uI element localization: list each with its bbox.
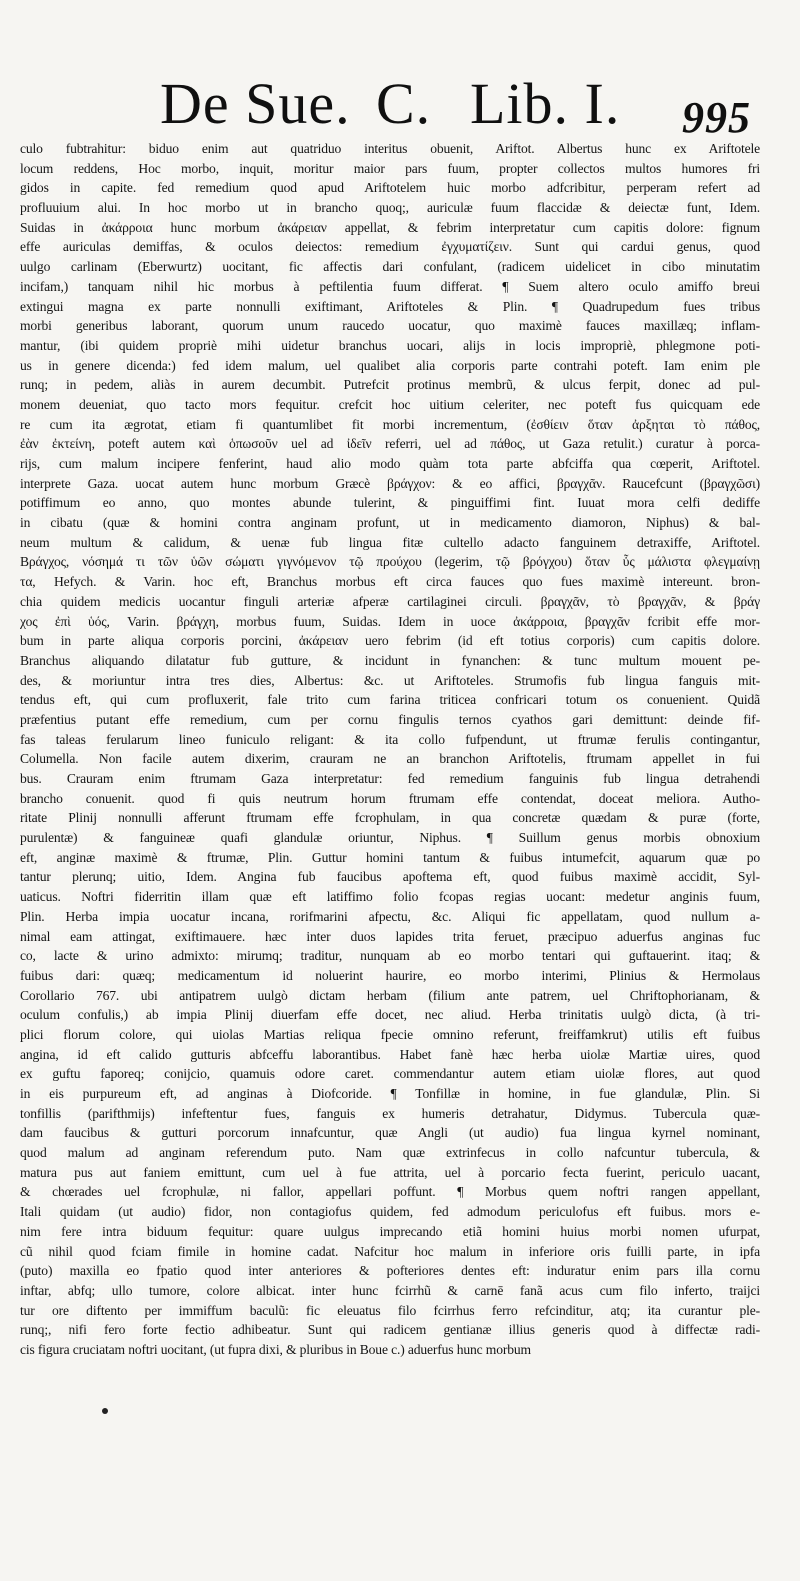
- text-line: inftar, abfq; ullo tumore, colore albicat. inter hunc fcirrhũ & carnē fanã acus cum filo inferto, traijci: [20, 1282, 760, 1298]
- text-line: dam faucibus & gutturi porcorum innafcuntur, quæ Angli (ut audio) fua lingua kyrnel nominant,: [20, 1125, 760, 1141]
- text-line: incifam,) tanquam nihil hic morbus à peftilentia fuum differat. ¶ Suem altero oculo amiffo breui: [20, 278, 760, 294]
- text-line: profluuium alui. In hoc morbo ut in brancho quoq;, auriculæ fuum flaccidæ & deiectæ funt, Idem.: [20, 200, 760, 216]
- text-line: interprete Gaza. uocat autem hunc morbum Græcè βράγχον: & eo affici, βραγχᾶν. Raucefcunt (βραγχῶσι): [20, 475, 760, 491]
- text-line: effe auriculas demiffas, & oculos deiectos: remedium ἐγχυματίζειν. Sunt qui cardui genus, quod: [20, 239, 760, 255]
- text-line: chia quidem medicis uocantur finguli arteriæ afperæ cartilaginei circuli. βραγχᾶν, τὸ βραγχᾶν, & βράγ: [20, 593, 760, 609]
- text-line: quod malum ad anginam referendum puto. Nam quæ extrinfecus in collo nafcuntur tubercula, &: [20, 1145, 760, 1161]
- text-line: in eis purpureum eft, ad anginas à Diofcoride. ¶ Tonfillæ in homine, in fue glandulæ, Plin. Si: [20, 1086, 760, 1101]
- text-line: & chœrades uel fcrophulæ, ni fallor, appellari poffunt. ¶ Morbus quem noftri rangen appellant,: [20, 1184, 760, 1200]
- text-line: tendus eft, qui cum profluxerit, fale trito cum farina triticea confricari totum os conuenient. Quidã: [20, 692, 760, 708]
- text-line: co, lacte & urino admixto: mirumq; traditur, nunquam ab eo morbo tentari qui guftauerint. itaq; &: [20, 948, 760, 964]
- text-line: Corollario 767. ubi antipatrem uulgò dictam herbam (filium ante patrem, uel Chriftophorianam, &: [20, 987, 760, 1003]
- text-line: bus. Crauram enim ftrumam Gaza interpretatur: fed remedium fanguinis fub lingua detrahendi: [20, 771, 760, 786]
- body-text: [20, 139, 760, 1360]
- text-line: nimal eam attingat, exiftimauere. hæc inter duos lapides trita feruet, præcipuo aduerfus anginas fuc: [20, 928, 760, 944]
- text-line: extingui magna ex parte nonnulli exiftimant, Ariftoteles & Plin. ¶ Quadrupedum fues tribus: [20, 298, 760, 314]
- text-line: nim fere intra biduum fequitur: quare uulgus imprecando etiã homini huius morbi nomen ufurpat,: [20, 1223, 760, 1239]
- text-line: morbi generibus laborant, quorum unum raucedo uocatur, quo maximè fauces maxillæq; inflam-: [20, 318, 760, 334]
- header-title-part3: Lib. I.: [470, 71, 621, 136]
- text-line: ex guftu faporeq; conijcio, quamuis odore caret. commendantur autem etiam uiolæ flores, aut quod: [20, 1066, 760, 1082]
- text-line: runq;, nifi fero forte fectio adhibeatur. Sunt qui radicem gentianæ illius generis quod à diffectæ radi-: [20, 1322, 760, 1338]
- page-number: 995: [682, 93, 751, 142]
- text-line: eft, anginæ maximè & ftrumæ, Plin. Guttur homini tantum & fuibus intumefcit, aquarum quæ po: [20, 849, 760, 865]
- text-line: us in genere dicenda:) fed idem malum, uel qualibet alia corporis parte contrahi poteft. Iam enim ple: [20, 357, 760, 373]
- text-line: cũ nihil quod fciam fimile in homine cadat. Nafcitur hoc malum in inferiore oris fuilli parte, in ipfa: [20, 1243, 760, 1259]
- text-line: cis figura cruciatam noftri uocitant, (ut fupra dixi, & pluribus in Boue c.) aduerfus hunc morbum: [20, 1341, 531, 1357]
- text-line: χος ἐπὶ ὑός, Varin. βράγχη, morbus fuum, Suidas. Idem in uoce ἀκάρροια, βραγχᾶν fcribit effe mor-: [20, 613, 760, 629]
- text-line: uulgo carlinam (Eberwurtz) uocitant, fic affectis dari confulant, (radicem uidelicet in cibo minutatim: [20, 259, 760, 275]
- text-line: in cibatu (quæ & homini contra anginam profunt, ut in medicamento diamoron, Niphus) & bal-: [20, 515, 760, 531]
- text-line: Columella. Non facile autem dixerim, crauram ne an branchon Ariftotelis, ftrumam appellet in fui: [20, 751, 760, 767]
- text-line: oculum confulis,) ab impia Plinij diuerfam effe docet, nec aliud. Herba trinitatis uulgò dicta, (à tri-: [20, 1007, 760, 1023]
- text-line: fuibus dari: quæq; medicamentum id noluerint haurire, eo morbo interimi, Plinius & Hermolaus: [20, 967, 760, 983]
- text-line: ἐὰν ἐκτείνη, poteft autem καὶ ὁπωσοῦν uel ad ἰδεῖν referri, uel ad πάθος, ut Gaza retulit.) curatur à porca-: [20, 436, 760, 452]
- text-line: Branchus aliquando dilatatur fub gutture, & incidunt in fynanchen: & tunc multum mouent pe-: [20, 652, 760, 668]
- text-line: gidos in capite. fed remedium quod apud Ariftotelem huic morbo adfcribitur, perperam refert ad: [20, 180, 760, 196]
- text-line: præfentius putant effe remedium, cum per cornu fingulis ternos cyathos gari demittunt: deinde fif-: [20, 711, 760, 727]
- running-header: [160, 68, 770, 140]
- text-line: des, & moriuntur intra tres dies, Albertus: &c. ut Ariftoteles. Strumofis fub lingua fanguis mit-: [20, 672, 760, 688]
- text-line: re cum ita ægrotat, etiam fi quantumlibet fit morbi incrementum, (ἐσθίειν ὅταν ἀρξηται τὸ πάθος,: [20, 416, 760, 432]
- text-line: bum in parte aliqua corporis porcini, ἀκάρειαν uero febrim (id eft totius corporis) cum capitis dolore.: [20, 633, 760, 649]
- text-line: mantur, (ibi quidem propriè mihi uidetur branchus uocari, alijs in locis impropriè, phlegmone poti-: [20, 337, 760, 353]
- text-line: fas taleas ferularum lineo funiculo religant: & ita collo fufpendunt, ut ftrumæ ferulis contingantur,: [20, 731, 760, 747]
- text-line: brancho conuenit. quod fi quis neutrum horum ftrumam effe contendat, doceat meliora. Autho-: [20, 790, 760, 806]
- text-line: Suidas in ἀκάρροια hunc morbum ἀκάρειαν appellat, & febrim interpretatur cum capitis dolore: fignum: [20, 219, 760, 235]
- text-line: rijs, cum malum incipere fenferint, haud alio modo quàm tota parte abfciffa qua cœperit, Ariftotel.: [20, 456, 760, 471]
- text-line: tonfillis (parifthmijs) infeftentur fues, fanguis ex humeris detrahatur, Didymus. Tubercula quæ-: [20, 1105, 760, 1121]
- text-line: potiffimum eo anno, quo montes abunde tulerint, & pinguiffimi fint. Iuuat mora celfi dediffe: [20, 495, 760, 511]
- text-line: Itali quidam (ut audio) fidor, non contagiofus quidem, fed admodum periculofus eft fuibus. mors e-: [20, 1204, 760, 1220]
- text-line: plici florum colore, qui uiolas Martias reliqua fpecie omnino referunt, freiffamkrut) utilis eft fuibus: [20, 1026, 760, 1042]
- text-line: locum reddens, Hoc morbo, inquit, moritur maior pars fuum, propter collectos multos humores fri: [20, 160, 760, 176]
- text-line: purulentæ) & fanguineæ quafi glandulæ oriuntur, Niphus. ¶ Suillum genus morbis obnoxium: [20, 830, 760, 846]
- text-line: matura pus aut faniem emittunt, cum uel à fue attrita, uel à porcario fecta fuerint, periculo uacant,: [20, 1164, 760, 1180]
- text-line: tur ore diftento per immiffum baculũ: fic eleuatus filo fcirrhus ferro refcinditur, atq; ita curantur ple-: [20, 1302, 760, 1318]
- text-line: Plin. Herba impia uocatur incana, rorifmarini afpectu, &c. Aliqui fic appellatam, quod nullum a-: [20, 908, 760, 924]
- text-line: τα, Hefych. & Varin. hoc eft, Branchus morbus eft circa fauces quo fues maximè intereunt. bron-: [20, 574, 760, 590]
- text-line: angina, id eft calido gutturis abfceffu laborantibus. Habet fanè hæc herba uiolæ Martiæ uires, quod: [20, 1046, 760, 1062]
- text-line: uaticus. Noftri fiderritin illam quæ eft latiffimo folio fcopas regias uocant: medetur anginis fuum,: [20, 889, 760, 905]
- text-line: Βράγχος, νόσημά τι τῶν ὑῶν σώματι γιγνόμενον τῷ προύχου (legerim, τῷ βρόγχου) ὅταν ὗς μάλιστα φλεγμαίνῃ: [20, 554, 760, 570]
- text-line: runq; in pedem, aliàs in aurem decumbit. Putrefcit protinus membrũ, & ulcus ferpit, donec ad pul-: [20, 377, 760, 393]
- header-title-part1: De Sue.: [160, 71, 351, 136]
- header-title-part2: C.: [376, 71, 432, 136]
- ink-dot: [102, 1408, 108, 1414]
- text-line: tantur plerunq; uitio, Idem. Angina fub faucibus apoftema eft, quod fuibus maximè accidit, Syl-: [20, 869, 760, 885]
- text-line: monem deueniat, quo tacto mors fequitur. crefcit hoc uitium celeriter, nec poteft fus quicquam ede: [20, 396, 760, 412]
- text-line: (puto) maxilla eo fpatio quod inter anteriores & pofteriores dentes eft: induratur enim pars illa cornu: [20, 1263, 760, 1279]
- text-line: culo fubtrahitur: biduo enim aut quatriduo interitus obuenit, Ariftot. Albertus hunc ex Ariftotele: [20, 141, 760, 156]
- text-line: ritate Plinij nonnulli afferunt ftrumam effe fcrophulam, in qua concretæ quædam & puræ (forte,: [20, 810, 760, 826]
- text-line: neum multum & calidum, & uenæ fub lingua fitæ cultello adacto fanguinem detraxiffe, Ariftotel.: [20, 534, 760, 550]
